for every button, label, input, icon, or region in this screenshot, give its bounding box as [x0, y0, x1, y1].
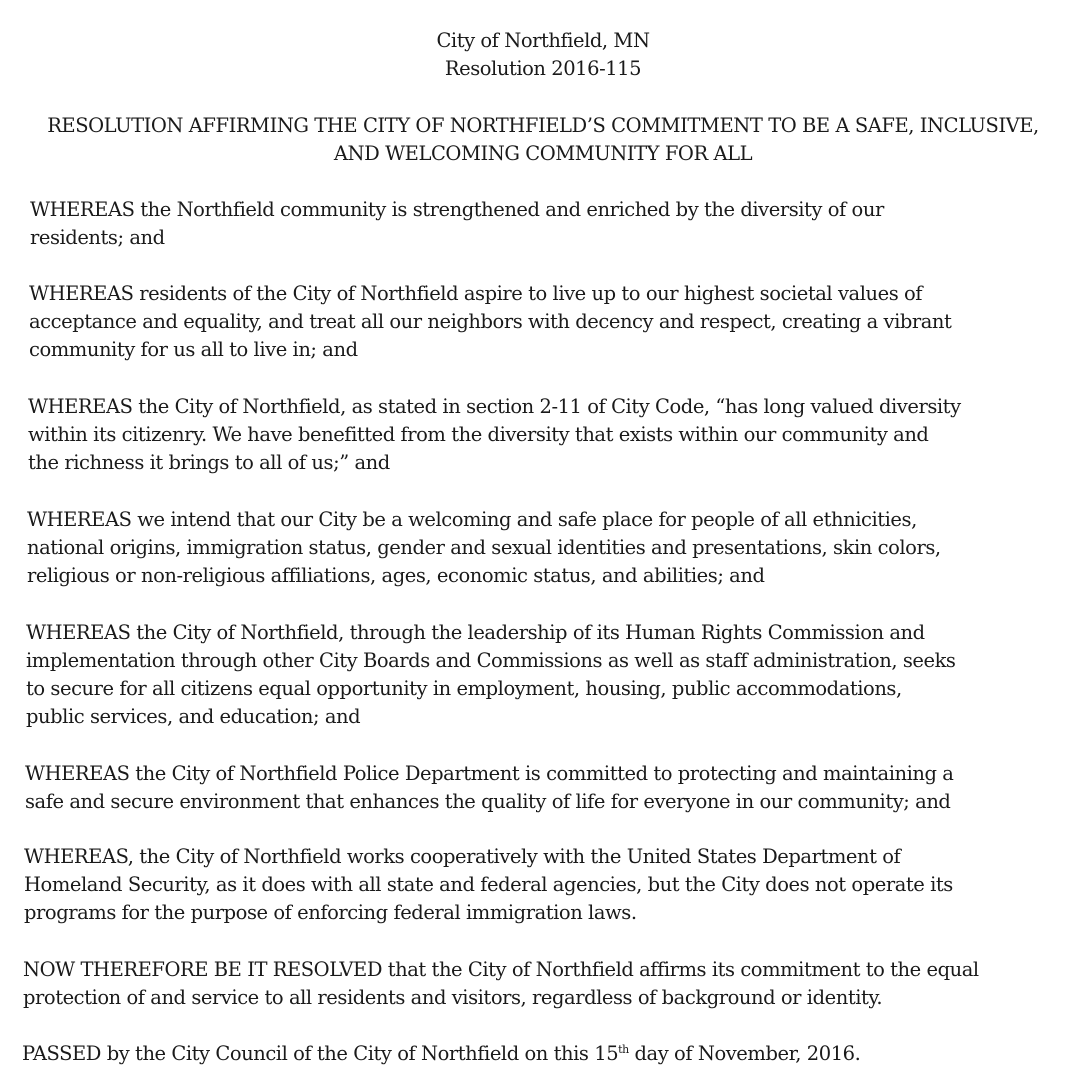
paragraph-line: WHEREAS the City of Northfield Police Department is committed to protecting and maintaining a [25, 762, 954, 785]
passed-statement [22, 1040, 860, 1068]
paragraph-line: acceptance and equality, and treat all our neighbors with decency and respect, creating a vibrant [29, 310, 952, 333]
paragraph-line: to secure for all citizens equal opportunity in employment, housing, public accommodations, [26, 677, 902, 700]
paragraph-line: programs for the purpose of enforcing federal immigration laws. [24, 901, 637, 924]
paragraph-line: protection of and service to all residents and visitors, regardless of background or identity. [23, 986, 883, 1009]
paragraph-line: safe and secure environment that enhances the quality of life for everyone in our community; and [25, 790, 951, 813]
paragraph-line: Homeland Security, as it does with all state and federal agencies, but the City does not operate its [24, 873, 953, 896]
paragraph-line: the richness it brings to all of us;” and [28, 451, 390, 474]
resolution-title-line-1: RESOLUTION AFFIRMING THE CITY OF NORTHFIELD’S COMMITMENT TO BE A SAFE, INCLUSIVE, [47, 114, 1039, 137]
paragraph-line: WHEREAS the City of Northfield, as stated in section 2-11 of City Code, “has long valued diversity [28, 395, 961, 418]
paragraph-line: WHEREAS the City of Northfield, through the leadership of its Human Rights Commission and [26, 621, 925, 644]
paragraph-line: implementation through other City Boards and Commissions as well as staff administration, seeks [26, 649, 956, 672]
paragraph-line: residents; and [30, 226, 165, 249]
paragraph-line: WHEREAS residents of the City of Northfield aspire to live up to our highest societal values of [29, 282, 923, 305]
paragraph-line: WHEREAS, the City of Northfield works cooperatively with the United States Department of [24, 845, 901, 868]
paragraph-line: religious or non-religious affiliations, ages, economic status, and abilities; and [27, 564, 765, 587]
paragraph-line: national origins, immigration status, gender and sexual identities and presentations, skin colors, [27, 536, 941, 559]
paragraph-line: community for us all to live in; and [29, 338, 358, 361]
passed-text-after: day of November, 2016. [628, 1042, 861, 1065]
resolution-title-line-2: AND WELCOMING COMMUNITY FOR ALL [333, 142, 753, 165]
ordinal-suffix: th [618, 1043, 629, 1056]
paragraph-line: within its citizenry. We have benefitted from the diversity that exists within our community and [28, 423, 929, 446]
paragraph-line: public services, and education; and [26, 705, 361, 728]
paragraph-line: WHEREAS we intend that our City be a welcoming and safe place for people of all ethnicities, [27, 508, 917, 531]
passed-text-before: PASSED by the City Council of the City of Northfield on this 15 [22, 1042, 619, 1065]
document-header-resolution-number: Resolution 2016-115 [444, 57, 642, 80]
paragraph-line: NOW THEREFORE BE IT RESOLVED that the City of Northfield affirms its commitment to the equal [23, 958, 979, 981]
document-header-city: City of Northfield, MN [436, 29, 650, 52]
paragraph-line: WHEREAS the Northfield community is strengthened and enriched by the diversity of our [30, 198, 884, 221]
